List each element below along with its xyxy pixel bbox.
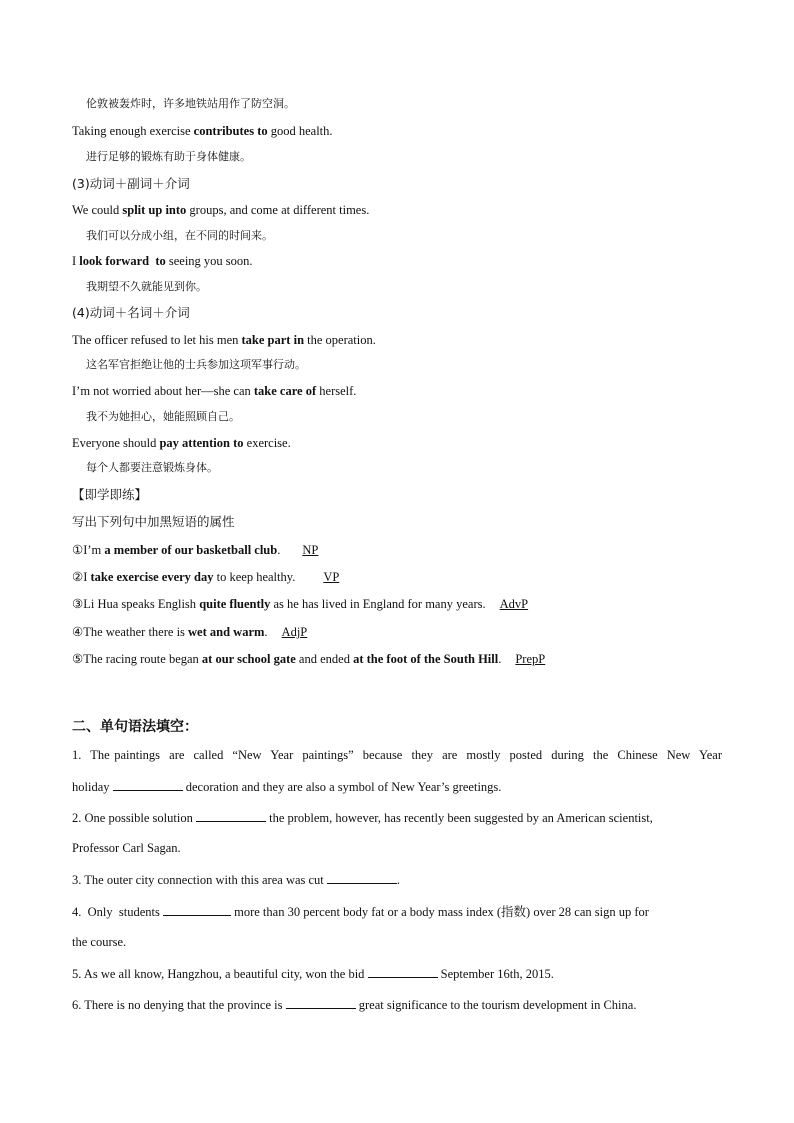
practice-item: ③Li Hua speaks English quite fluently as he has lived in England for many years. AdvP <box>72 597 529 611</box>
practice-answer: AdjP <box>281 625 308 639</box>
example-translation: 我期望不久就能见到你。 <box>86 280 207 293</box>
answer-blank[interactable] <box>196 809 266 822</box>
example-translation: 每个人都要注意锻炼身体。 <box>86 461 218 474</box>
example-sentence: Taking enough exercise contributes to good health. <box>72 124 333 138</box>
question-1-continued: holiday decoration and they are also a symbol of New Year’s greetings. <box>72 780 502 794</box>
practice-item: ①I’m a member of our basketball club. NP <box>72 543 319 557</box>
question-1: 1. The paintings are called “New Year paintings” because they are mostly posted during the Chinese New Year <box>72 748 722 762</box>
practice-answer: AdvP <box>499 597 529 611</box>
question-6: 6. There is no denying that the province is great significance to the tourism development in China. <box>72 998 637 1012</box>
question-4: 4. Only students more than 30 percent body fat or a body mass index (指数) over 28 can sign up for <box>72 905 649 919</box>
example-translation: 这名军官拒绝让他的士兵参加这项军事行动。 <box>86 358 306 371</box>
subheading: (4)动词＋名词＋介词 <box>72 305 190 320</box>
example-sentence: Everyone should pay attention to exercise. <box>72 436 291 450</box>
example-translation: 我们可以分成小组，在不同的时间来。 <box>86 229 273 242</box>
example-sentence: The officer refused to let his men take part in the operation. <box>72 333 376 347</box>
practice-item: ④The weather there is wet and warm. AdjP <box>72 625 308 639</box>
answer-blank[interactable] <box>113 778 183 791</box>
question-2: 2. One possible solution the problem, however, has recently been suggested by an American scientist, <box>72 811 653 825</box>
example-translation: 进行足够的锻炼有助于身体健康。 <box>86 150 251 163</box>
practice-title: 【即学即练】 <box>72 487 148 502</box>
section-heading: 二、单句语法填空： <box>72 719 198 735</box>
practice-answer: PrepP <box>515 652 546 666</box>
question-5: 5. As we all know, Hangzhou, a beautiful city, won the bid September 16th, 2015. <box>72 967 554 981</box>
practice-instruction: 写出下列句中加黑短语的属性 <box>72 514 235 529</box>
practice-answer: NP <box>302 543 319 557</box>
question-3: 3. The outer city connection with this area was cut . <box>72 873 401 887</box>
answer-blank[interactable] <box>368 965 438 978</box>
practice-item: ②I take exercise every day to keep healthy. VP <box>72 570 340 584</box>
example-sentence: I’m not worried about her—she can take care of herself. <box>72 384 357 398</box>
question-2-continued: Professor Carl Sagan. <box>72 841 181 855</box>
practice-item: ⑤The racing route began at our school gate and ended at the foot of the South Hill. PrepP <box>72 652 546 666</box>
answer-blank[interactable] <box>327 871 397 884</box>
example-translation: 我不为她担心，她能照顾自己。 <box>86 410 240 423</box>
example-translation: 伦敦被轰炸时，许多地铁站用作了防空洞。 <box>86 97 295 110</box>
subheading: (3)动词＋副词＋介词 <box>72 176 190 191</box>
example-sentence: We could split up into groups, and come at different times. <box>72 203 370 217</box>
practice-answer: VP <box>323 570 340 584</box>
question-4-continued: the course. <box>72 935 127 949</box>
example-sentence: I look forward to seeing you soon. <box>72 254 253 268</box>
answer-blank[interactable] <box>163 903 231 916</box>
answer-blank[interactable] <box>286 996 356 1009</box>
